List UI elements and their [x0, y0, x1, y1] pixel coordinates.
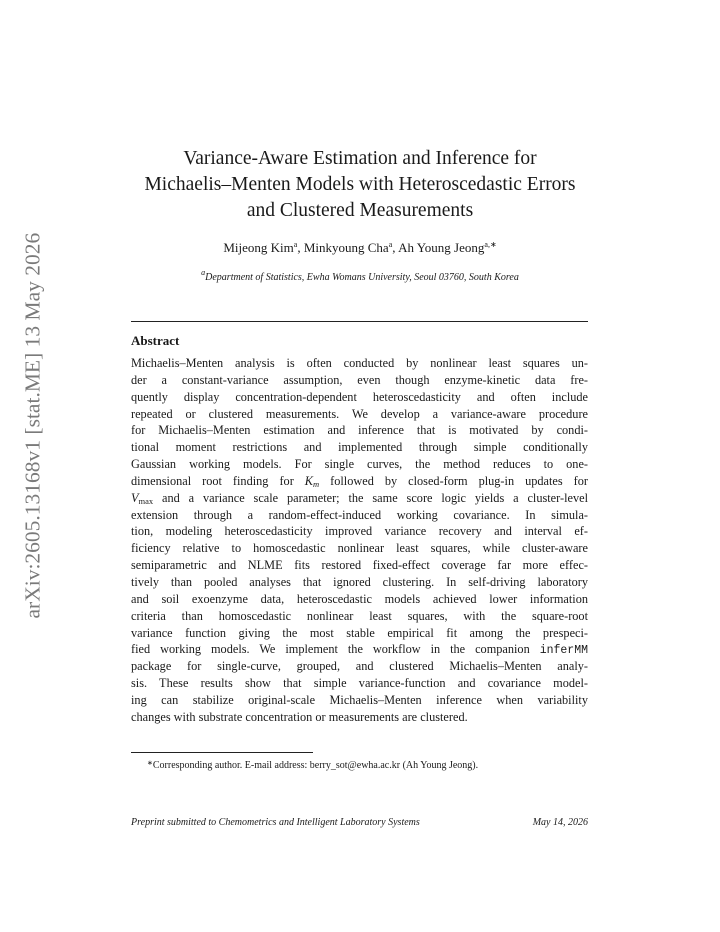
abstract-line: sis. These results show that simple variance-function and covariance model- [131, 676, 588, 691]
abstract-text: fied working models. We implement the workflow in the companion [131, 642, 540, 657]
abstract-line: Gaussian working models. For single curves, the method reduces to one- [131, 457, 588, 472]
author-list: Mijeong Kim$^a$, Minkyoung Cha$^a$, Ah Young Jeong$^{a,∗}$ [223, 240, 497, 255]
paper-title [110, 146, 610, 224]
preprint-date: May 14, 2026 [532, 817, 588, 828]
title-line: Michaelis–Menten Models with Heteroscedastic Errors [144, 174, 576, 195]
author-name: Ah Young Jeong [398, 240, 485, 255]
author-affil-mark: a,∗ [484, 240, 497, 249]
footnote [147, 759, 478, 771]
author-affil-mark: a [293, 240, 298, 249]
abstract-line: quently display concentration-dependent heteroscedasticity and often include [131, 389, 588, 404]
author-affil-mark: a [388, 240, 393, 249]
author-name: Mijeong Kim [223, 240, 294, 255]
affiliation [110, 268, 610, 283]
abstract-line: tively than pooled analyses that ignored clustering. In self-driving laboratory [131, 574, 588, 589]
vmax-symbol: V [131, 490, 139, 505]
abstract-line: package for single-curve, grouped, and clustered Michaelis–Menten analy- [131, 659, 588, 674]
title-line: Variance-Aware Estimation and Inference for [183, 148, 537, 169]
abstract-line: tion, modeling heteroscedasticity improved variance recovery and interval ef- [131, 524, 588, 539]
abstract-line: criteria than homoscedastic nonlinear least squares, with the square-root [131, 608, 588, 623]
abstract-text: followed by closed-form plug-in updates for [319, 473, 588, 488]
abstract-heading: Abstract [131, 333, 180, 348]
abstract-line: der a constant-variance assumption, even though enzyme-kinetic data fre- [131, 372, 588, 387]
affiliation-text: Department of Statistics, Ewha Womans University, Seoul 03760, South Korea [205, 272, 519, 283]
abstract-body [131, 355, 588, 726]
abstract-line: changes with substrate concentration or measurements are clustered. [131, 709, 468, 724]
abstract-line: for Michaelis–Menten estimation and inference that is motivated by condi- [131, 423, 588, 438]
arxiv-stamp: arXiv:2605.13168v1 [stat.ME] 13 May 2026 [20, 232, 45, 619]
km-subscript: m [313, 478, 320, 489]
abstract-top-rule [131, 321, 588, 322]
vmax-subscript: max [138, 495, 154, 506]
abstract-line: Michaelis–Menten analysis is often conducted by nonlinear least squares un- [131, 356, 588, 370]
preprint-notice: Preprint submitted to Chemometrics and Intelligent Laboratory Systems [131, 817, 420, 828]
abstract-line: extension through a random-effect-induced working covariance. In simula- [131, 507, 588, 522]
abstract-line: and soil exoenzyme data, heteroscedastic models achieved lower information [131, 591, 588, 606]
footnote-rule [131, 752, 313, 753]
abstract-line: semiparametric and NLME fits restored fixed-effect coverage far more effec- [131, 558, 588, 573]
abstract-line: ficiency relative to homoscedastic nonlinear least squares, while cluster-aware [131, 541, 588, 556]
author-name: Minkyoung Cha [303, 240, 389, 255]
abstract-line: ing can stabilize original-scale Michaelis–Menten inference when variability [131, 692, 588, 707]
km-symbol: K [304, 473, 313, 488]
abstract-line [131, 641, 588, 658]
abstract-text: dimensional root finding for [131, 473, 305, 488]
abstract-line [131, 490, 588, 507]
package-name: inferMM [539, 644, 588, 658]
abstract-text: and a variance scale parameter; the same score logic yields a cluster-level [153, 490, 588, 505]
abstract-line: repeated or clustered measurements. We develop a variance-aware procedure [131, 406, 588, 421]
abstract-line: variance function giving the most stable empirical fit among the prespeci- [131, 625, 588, 640]
title-line: and Clustered Measurements [246, 200, 474, 221]
abstract-line: tional moment restrictions and implemented through simple conditionally [131, 440, 588, 455]
footnote-text: Corresponding author. E-mail address: berry_sot@ewha.ac.kr (Ah Young Jeong). [152, 760, 479, 771]
affiliation-mark: a [201, 268, 206, 277]
abstract-line [131, 473, 588, 490]
footnote-mark: ∗ [147, 759, 153, 767]
